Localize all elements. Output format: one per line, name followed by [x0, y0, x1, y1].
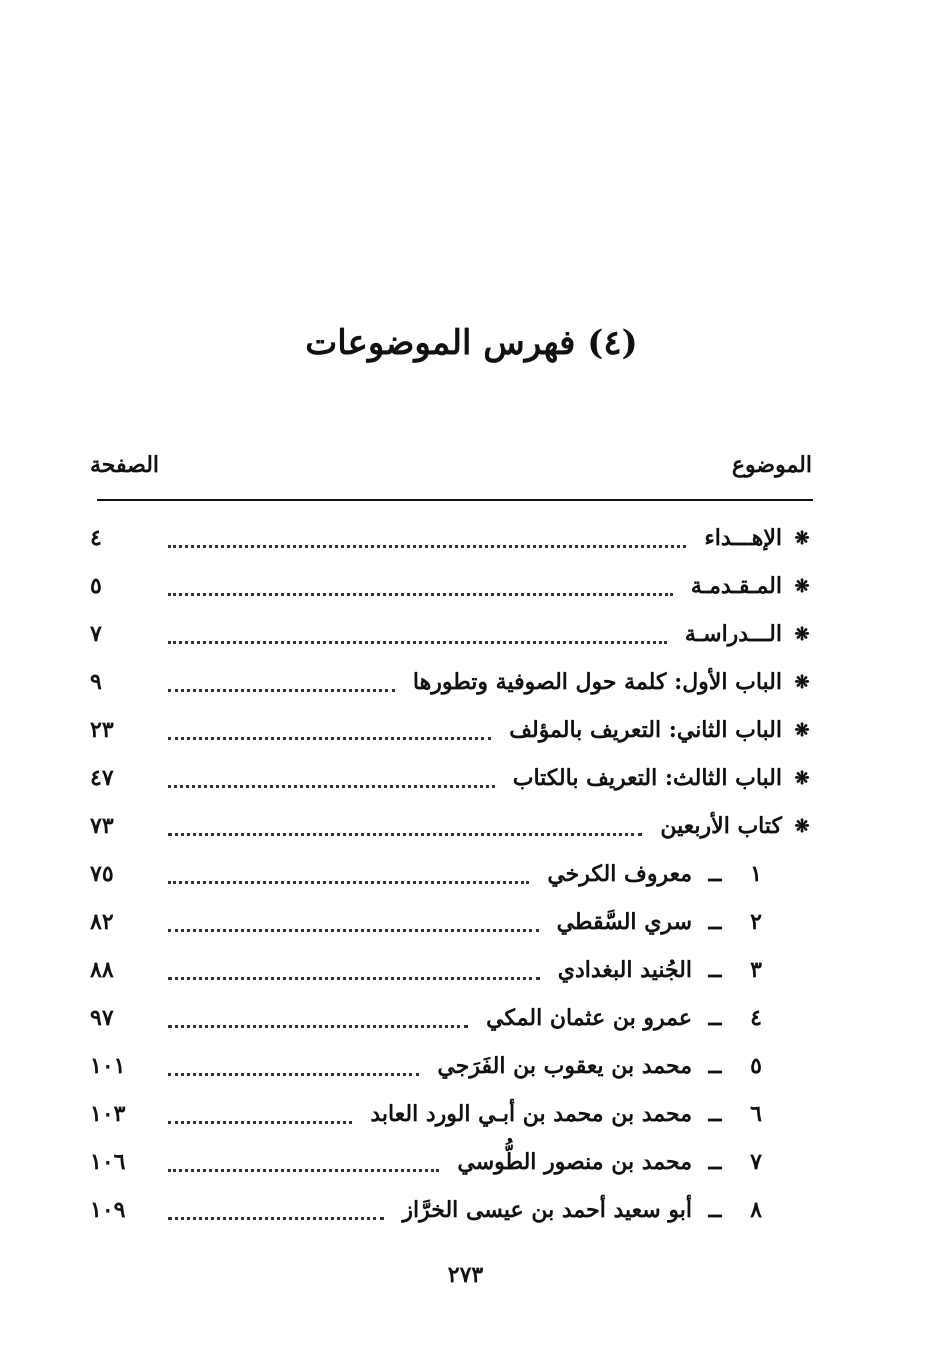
- toc-subentry-page: ١٠١: [90, 1053, 126, 1079]
- toc-entry-page: ٤٧: [90, 765, 114, 791]
- toc-entry-label: الباب الثاني: التعريف بالمؤلف: [509, 717, 782, 743]
- toc-entry-page: ٤: [90, 525, 102, 551]
- toc-subentry-label: محمد بن يعقوب بن الفَرَجي: [437, 1053, 692, 1079]
- toc-subentry-label: محمد بن منصور الطُّوسي: [457, 1149, 692, 1175]
- subentry-dash: ــ: [708, 1101, 722, 1127]
- header-divider: [97, 499, 813, 501]
- toc-entry-page: ٧٣: [90, 813, 114, 839]
- asterism-icon: ❋: [794, 575, 810, 597]
- dot-leader: [168, 688, 395, 692]
- asterism-icon: ❋: [794, 527, 810, 549]
- dot-leader: [168, 1072, 419, 1076]
- toc-subentry-label: معروف الكرخي: [547, 861, 692, 887]
- subentry-dash: ــ: [708, 1005, 722, 1031]
- asterism-icon: ❋: [794, 623, 810, 645]
- subentry-number: ٨: [750, 1197, 762, 1223]
- toc-subentry: [90, 1042, 814, 1090]
- asterism-icon: ❋: [794, 767, 810, 789]
- toc-subentry-page: ٨٢: [90, 909, 114, 935]
- dot-leader: [168, 1120, 352, 1124]
- toc-subentry-page: ٨٨: [90, 957, 114, 983]
- asterism-icon: ❋: [794, 815, 810, 837]
- toc-entry: [90, 562, 814, 610]
- subentry-number: ٥: [750, 1053, 762, 1079]
- toc-entry-label: المـقـدمـة: [690, 573, 782, 599]
- page-column-heading: الصفحة: [90, 452, 160, 478]
- dot-leader: [168, 1168, 439, 1172]
- page-number: ٢٧٣: [447, 1262, 484, 1288]
- toc-entry-page: ٩: [90, 669, 102, 695]
- subentry-dash: ــ: [708, 1197, 722, 1223]
- toc-subentry-page: ١٠٩: [90, 1197, 126, 1223]
- dot-leader: [168, 784, 495, 788]
- toc-entry-label: الـــدراسـة: [684, 621, 782, 647]
- page-title: (٤) فهرس الموضوعات: [305, 323, 638, 363]
- toc-entry-label: الباب الثالث: التعريف بالكتاب: [512, 765, 782, 791]
- dot-leader: [168, 976, 540, 980]
- dot-leader: [168, 1216, 384, 1220]
- toc-header: [90, 452, 812, 488]
- toc-subentry-label: أبو سعيد أحمد بن عيسى الخرَّاز: [402, 1197, 692, 1223]
- dot-leader: [168, 832, 642, 836]
- toc-entry-page: ٥: [90, 573, 102, 599]
- toc-subentry: [90, 946, 814, 994]
- toc-subentry-label: سري السَّقطي: [556, 909, 692, 935]
- dot-leader: [168, 544, 686, 548]
- toc-subentry-page: ٩٧: [90, 1005, 114, 1031]
- subentry-dash: ــ: [708, 909, 722, 935]
- toc-subentry-page: ١٠٦: [90, 1149, 126, 1175]
- toc-entry-label: الباب الأول: كلمة حول الصوفية وتطورها: [412, 669, 782, 695]
- toc-subentry: [90, 1090, 814, 1138]
- toc-entry-label: الإهـــداء: [704, 525, 782, 551]
- dot-leader: [168, 736, 491, 740]
- toc-entry: [90, 706, 814, 754]
- dot-leader: [168, 880, 529, 884]
- toc-subentry-label: الجُنيد البغدادي: [557, 957, 692, 983]
- subentry-dash: ــ: [708, 1053, 722, 1079]
- toc-subentry: [90, 1138, 814, 1186]
- toc-entry-page: ٧: [90, 621, 102, 647]
- toc-entry: [90, 754, 814, 802]
- toc-entry: [90, 658, 814, 706]
- subentry-number: ١: [750, 861, 762, 887]
- subentry-dash: ــ: [708, 957, 722, 983]
- toc-subentry: [90, 994, 814, 1042]
- toc-entry: [90, 802, 814, 850]
- subentry-dash: ــ: [708, 861, 722, 887]
- toc-subentry-page: ١٠٣: [90, 1101, 126, 1127]
- toc-subentry: [90, 850, 814, 898]
- toc-entry: [90, 610, 814, 658]
- toc-subentry-label: محمد بن محمد بن أبـي الورد العابد: [370, 1101, 692, 1127]
- subentry-number: ٢: [750, 909, 762, 935]
- toc-subentry: [90, 1186, 814, 1234]
- asterism-icon: ❋: [794, 719, 810, 741]
- dot-leader: [168, 928, 539, 932]
- toc-subentry-label: عمرو بن عثمان المكي: [486, 1005, 692, 1031]
- table-of-contents: [90, 514, 814, 1234]
- subentry-number: ٣: [750, 957, 762, 983]
- toc-subentry-page: ٧٥: [90, 861, 114, 887]
- toc-subentry: [90, 898, 814, 946]
- topic-column-heading: الموضوع: [731, 452, 812, 478]
- dot-leader: [168, 592, 673, 596]
- subentry-number: ٧: [750, 1149, 762, 1175]
- subentry-dash: ــ: [708, 1149, 722, 1175]
- subentry-number: ٤: [750, 1005, 762, 1031]
- toc-entry: [90, 514, 814, 562]
- dot-leader: [168, 640, 667, 644]
- subentry-number: ٦: [750, 1101, 762, 1127]
- toc-entry-page: ٢٣: [90, 717, 114, 743]
- dot-leader: [168, 1024, 468, 1028]
- toc-entry-label: كتاب الأربعين: [660, 813, 782, 839]
- asterism-icon: ❋: [794, 671, 810, 693]
